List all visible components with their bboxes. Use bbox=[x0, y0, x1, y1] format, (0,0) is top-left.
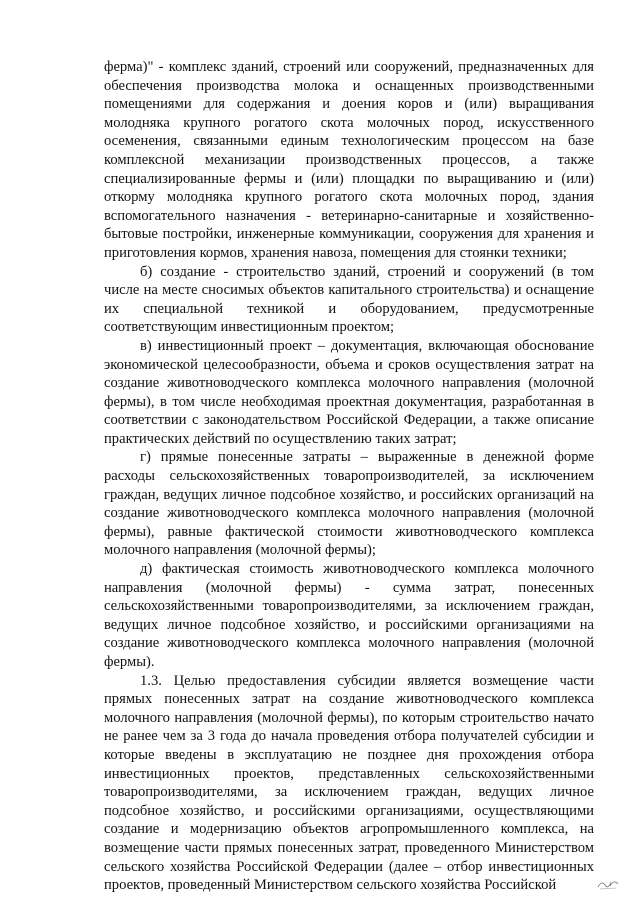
paragraph-1-3-subsidy-purpose: 1.3. Целью предоставления субсидии является возмещение части прямых понесенных затрат на создание животноводческого комплекса молочного направления (молочной фермы), по которым строительство начато не ранее чем за 3 года до начала проведения отбора получателей субсидии и которые введены в эксплуатацию не позднее дня прохождения отбора инвестиционных проектов, представленных сельскохозяйственными товаропроизводителями, за исключением граждан, ведущих личное подсобное хозяйство, и российскими организациями, осуществляющими создание и модернизацию объектов агропромышленного комплекса, на возмещение части прямых понесенных затрат, проведенного Министерством сельского хозяйства Российской Федерации (далее – отбор инвестиционных проектов, проведенный Министерством сельского хозяйства Российской bbox=[104, 672, 594, 894]
initials-mark bbox=[596, 876, 622, 890]
paragraph-v-investment-project: в) инвестиционный проект – документация, включающая обоснование экономической целесообразности, объема и сроков осуществления затрат на создание животноводческого комплекса молочного направления (молочной фермы), в том числе необходимая проектная документация, разработанная в соответствии с законодательством Российской Федерации, а также описание практических действий по осуществлению таких затрат; bbox=[104, 337, 594, 447]
document-body bbox=[104, 58, 594, 895]
paragraph-g-direct-costs: г) прямые понесенные затраты – выраженные в денежной форме расходы сельскохозяйственных товаропроизводителей, за исключением граждан, ведущих личное подсобное хозяйство, и российских организаций на создание животноводческого комплекса молочного направления (молочной фермы), равные фактической стоимости животноводческого комплекса молочного направления (молочной фермы); bbox=[104, 449, 594, 559]
paragraph-b-creation: б) создание - строительство зданий, строений и сооружений (в том числе на месте сносимых объектов капитального строительства) и оснащение их специальной техникой и оборудованием, предусмотренные соответствующим инвестиционным проектом; bbox=[104, 263, 594, 336]
paragraph-d-actual-cost: д) фактическая стоимость животноводческого комплекса молочного направления (молочной фермы) - сумма затрат, понесенных сельскохозяйственными товаропроизводителями, за исключением граждан, ведущих личное подсобное хозяйство, и российскими организациями на создание животноводческого комплекса молочного направления (молочной фермы). bbox=[104, 561, 594, 670]
paragraph-dairy-farm-definition: ферма)" - комплекс зданий, строений или сооружений, предназначенных для обеспечения производства молока и оснащенных производственными помещениями для содержания и доения коров и (или) выращивания молодняка крупного рогатого скота молочных пород, искусственного осеменения, связанными единым технологическим процессом на базе комплексной механизации производственных процессов, а также специализированные фермы и (или) площадки по выращиванию и (или) откорму молодняка крупного рогатого скота молочных пород, здания вспомогательного назначения - ветеринарно-санитарные и хозяйственно-бытовые постройки, инженерные коммуникации, сооружения для хранения и приготовления кормов, хранения навоза, помещения для стоянки техники; bbox=[104, 59, 594, 261]
